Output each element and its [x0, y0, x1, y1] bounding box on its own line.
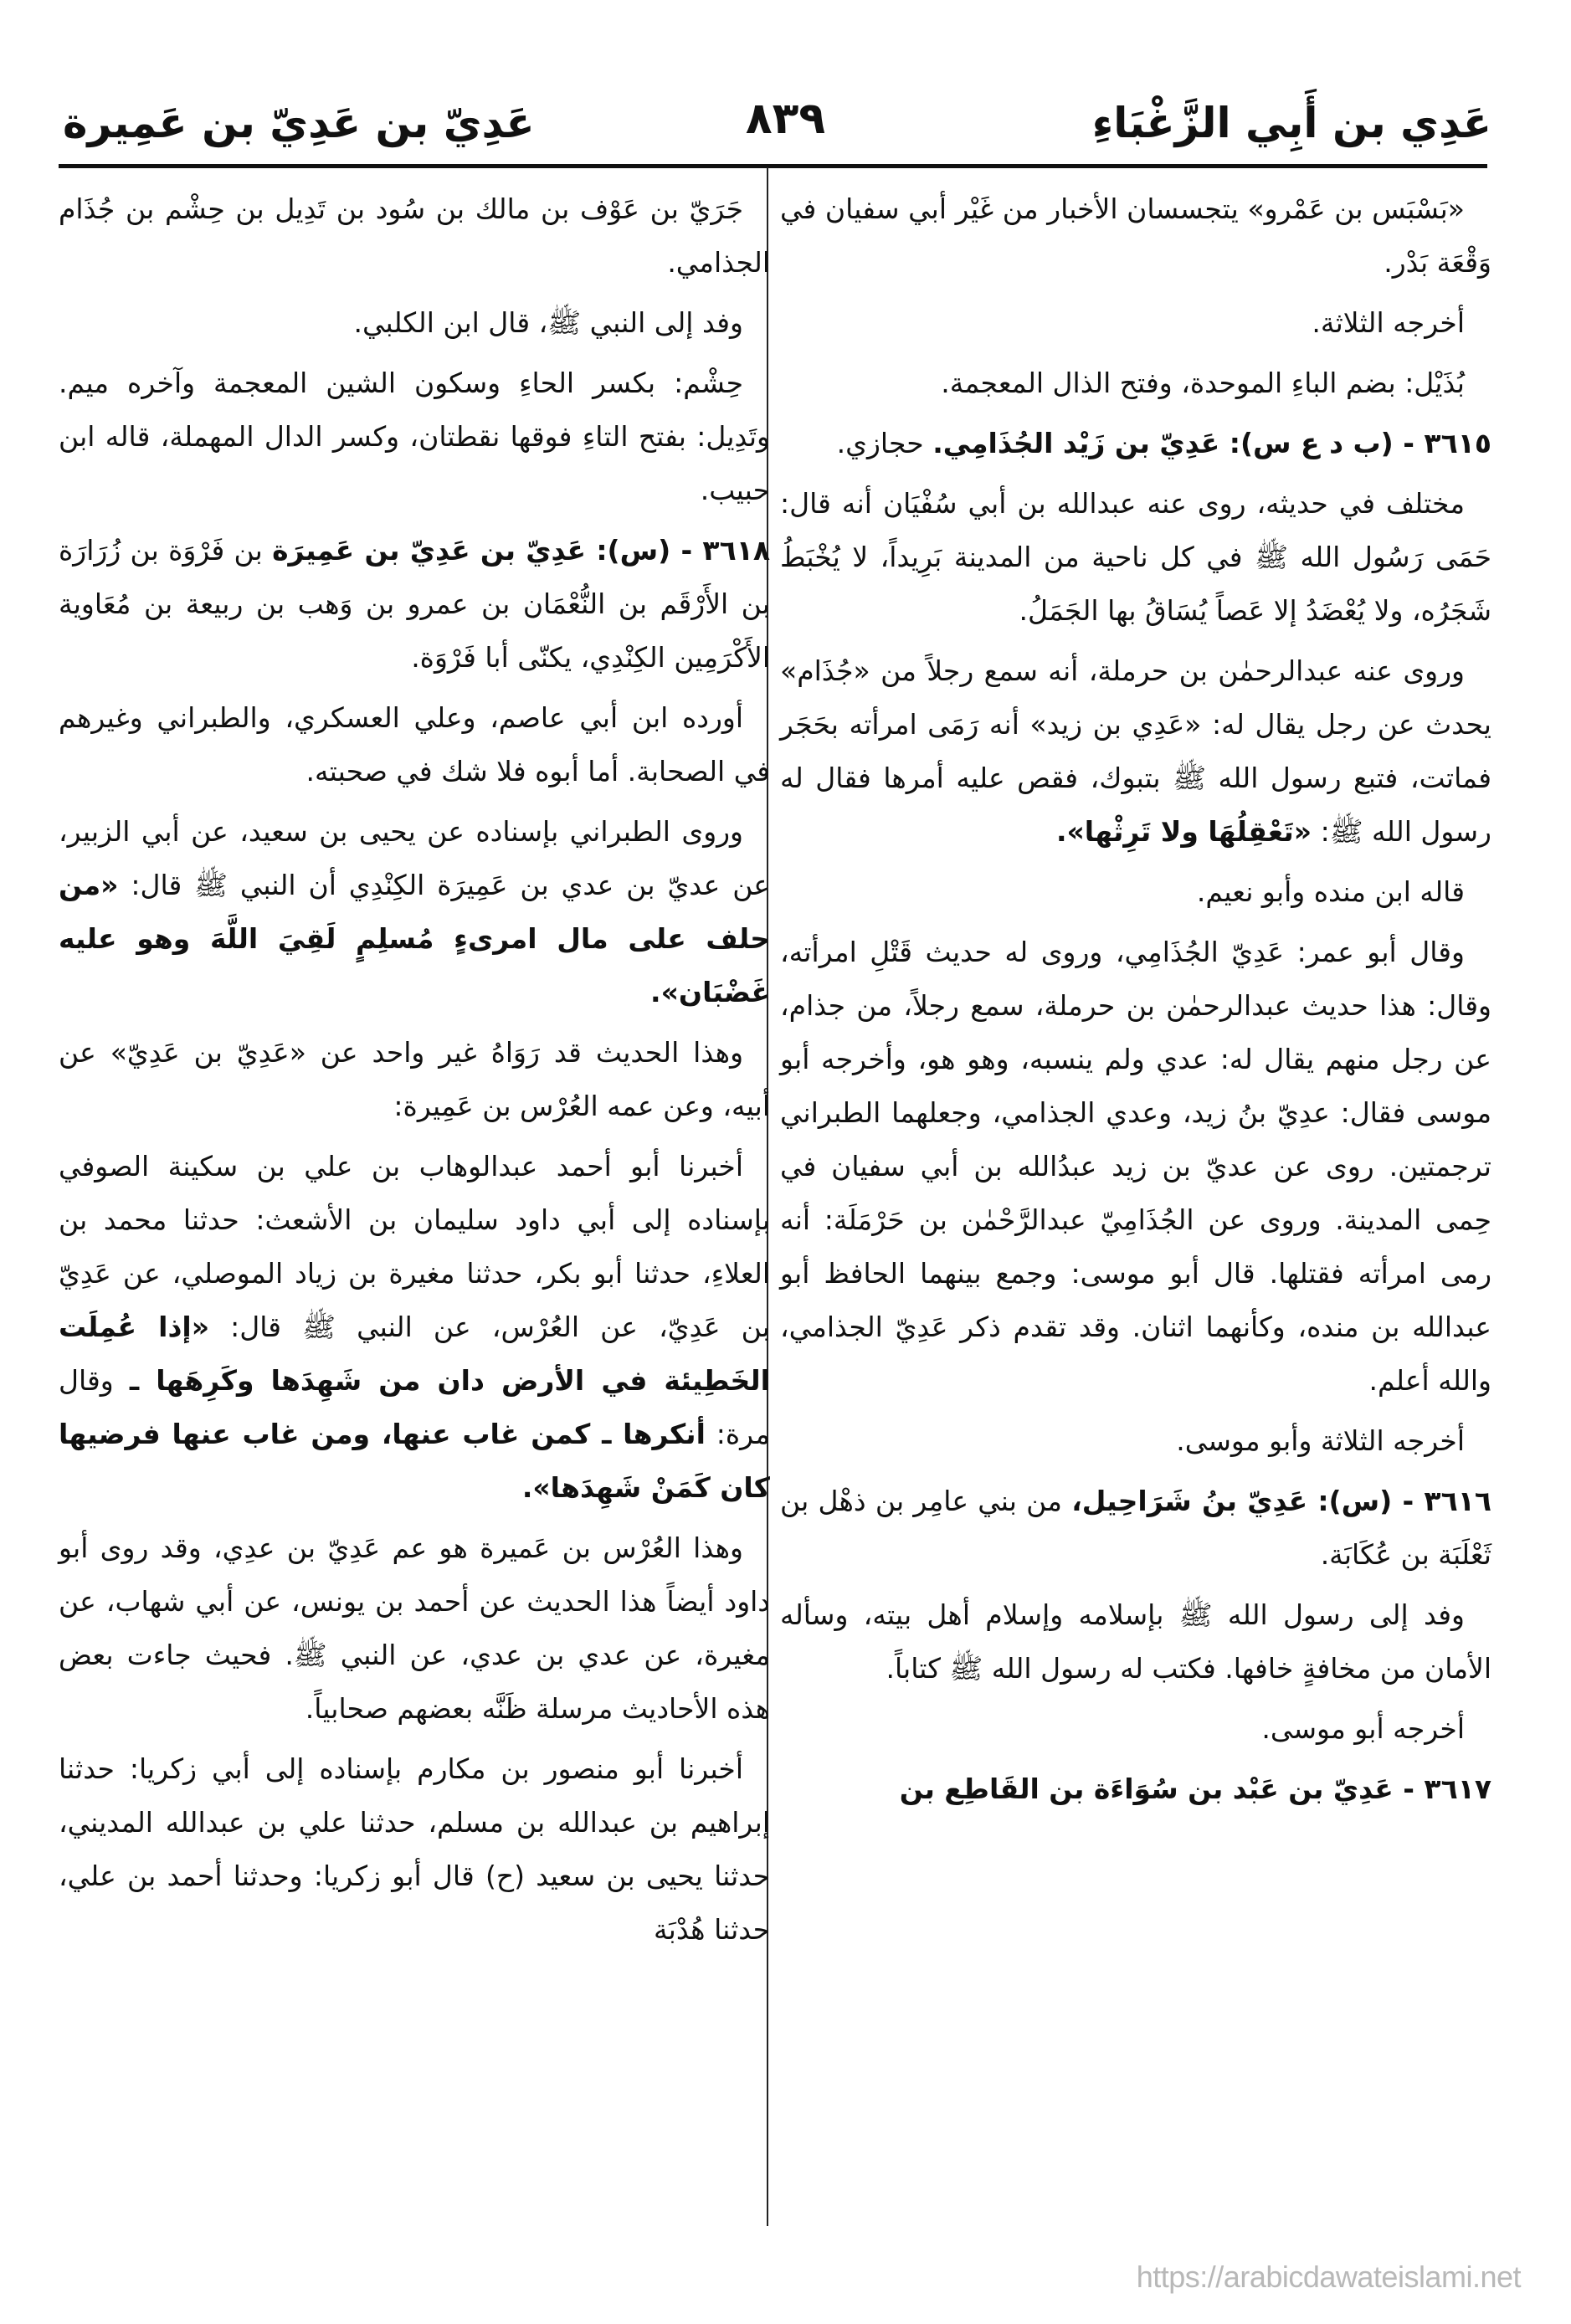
paragraph: [780, 865, 1491, 919]
paragraph: [59, 691, 770, 798]
entry-heading-paragraph: [780, 1475, 1491, 1582]
body-text: «بَسْبَس بن عَمْرو» يتجسسان الأخبار من غَيْر أبي سفيان في وَقْعَة بَدْر.: [780, 192, 1491, 279]
body-text: بُذَيْل: بضم الباءِ الموحدة، وفتح الذال المعجمة.: [941, 367, 1465, 399]
body-text: وفد إلى رسول الله ﷺ بإسلامه وإسلام أهل بيته، وسأله الأمان من مخافةٍ خافها. فكتب له رسول الله ﷺ كتاباً.: [780, 1598, 1491, 1685]
paragraph: [780, 1702, 1491, 1756]
bold-text: ٣٦١٨ - (س): عَدِيّ بن عَدِيّ بن عَمِيرَة: [272, 534, 770, 567]
bold-text: ٣٦١٥ - (ب د ع س): عَدِيّ بن زَيْد الجُذَامِي.: [932, 427, 1491, 459]
bold-text: «تَعْقِلُهَا ولا تَرِثْها».: [1055, 815, 1312, 848]
body-text: وهذا الحديث قد رَوَاهُ غير واحد عن «عَدِيّ بن عَدِيّ» عن أبيه، وعن عمه العُرْس بن عَمِيرة:: [59, 1036, 770, 1122]
paragraph: [59, 805, 770, 1019]
paragraph: [780, 182, 1491, 290]
header-rule: [59, 164, 1487, 168]
body-text: أخبرنا أبو أحمد عبدالوهاب بن علي بن سكينة الصوفي بإسناده إلى أبي داود سليمان بن الأشعث: حدثنا محمد بن العلاءِ، حدثنا أبو بكر، حدثنا مغيرة بن زياد الموصلي، عن عَدِيّ بن عَدِيّ، عن العُرْس، عن النبي ﷺ قال:: [59, 1150, 770, 1343]
body-text: وفد إلى النبي ﷺ، قال ابن الكلبي.: [353, 306, 743, 339]
body-text: وقال مرة:: [59, 1364, 770, 1450]
paragraph: [59, 182, 770, 290]
bold-text: «إذا عُمِلَت الخَطِيئة في الأرض دان من شَهِدَها وكَرِهَها ـ: [59, 1311, 770, 1397]
entry-heading-paragraph: [780, 1762, 1491, 1816]
bold-text: أنكرها ـ كمن غاب عنها، ومن غاب عنها فرضيها كان كَمَنْ شَهِدَها».: [59, 1418, 770, 1504]
body-text: أخرجه الثلاثة.: [1312, 306, 1465, 339]
body-text: حجازي.: [836, 427, 933, 459]
left-column: [59, 182, 770, 1963]
body-text: وقال أبو عمر: عَدِيّ الجُذَامِي، وروى له حديث قَتْلِ امرأته، وقال: هذا حديث عبدالرحمٰن بن حرملة، سمع رجلاً، من جذام، عن رجل منهم يقال له: عدي ولم ينسبه، وهو هو، وأخرجه أبو موسى فقال: عدِيّ بنُ زيد، وعدي الجذامي، وجعلهما الطبراني ترجمتين. روى عن عديّ بن زيد عبدُالله بن أبي سفيان في حِمى المدينة. وروى عن الجُذَامِيّ عبدالرَّحْمٰن بن حَرْمَلَة: أنه رمى امرأته فقتلها. قال أبو موسى: وجمع بينهما الحافظ أبو عبدالله بن منده، وكأنهما اثنان. وقد تقدم ذكر عَدِيّ الجذامي، والله أعلم.: [780, 936, 1491, 1397]
paragraph: [780, 926, 1491, 1408]
body-text: حِشْم: بكسر الحاءِ وسكون الشين المعجمة وآخره ميم. وتَدِيل: بفتح التاءِ فوقها نقطتان، وكسر الدال المهملة، قاله ابن حبيب.: [59, 367, 770, 506]
paragraph: [59, 1026, 770, 1133]
bold-text: ٣٦١٦ - (س): عَدِيّ بنُ شَرَاحِيل،: [1071, 1485, 1491, 1517]
paragraph: [780, 296, 1491, 350]
paragraph: [780, 1414, 1491, 1468]
paragraph: [780, 644, 1491, 859]
body-text: أخرجه الثلاثة وأبو موسى.: [1176, 1424, 1465, 1457]
paragraph: [59, 296, 770, 350]
paragraph: [59, 357, 770, 517]
body-text: وهذا العُرْس بن عَميرة هو عم عَدِيّ بن عدِي، وقد روى أبو داود أيضاً هذا الحديث عن أحمد بن يونس، عن أبي شهاب، عن مغيرة، عن عدي بن عدي، عن النبي ﷺ. فحيث جاءت بعض هذه الأحاديث مرسلة ظَنَّه بعضهم صحابياً.: [59, 1531, 770, 1725]
paragraph: [780, 477, 1491, 638]
body-text: قاله ابن منده وأبو نعيم.: [1196, 875, 1465, 908]
bold-text: «من حلف على مال امرىءٍ مُسلِمٍ لَقِيَ اللَّهَ وهو عليه غَضْبَان».: [59, 869, 770, 1008]
paragraph: [59, 1521, 770, 1736]
entry-heading-paragraph: [780, 417, 1491, 470]
right-column: [780, 182, 1491, 1823]
body-text: أخرجه أبو موسى.: [1261, 1712, 1465, 1745]
page-number: ٨٣٩: [745, 94, 826, 144]
paragraph: [780, 1588, 1491, 1696]
body-text: وروى الطبراني بإسناده عن يحيى بن سعيد، عن أبي الزبير، عن عديّ بن عدي بن عَمِيرَة الكِنْدِي أن النبي ﷺ قال:: [59, 815, 770, 901]
paragraph: [780, 357, 1491, 410]
running-header-left: عَدِيّ بن عَدِيّ بن عَمِيرة: [63, 99, 535, 147]
body-text: من بني عامِر بن ذهْل بن ثَعْلَبَة بن عُكَابَة.: [780, 1485, 1491, 1571]
paragraph: [59, 1140, 770, 1515]
body-text: بن فَرْوَة بن زُرَارَة بن الأَرْقَم بن النُّعْمَان بن عمرو بن وَهب بن ربيعة بن مُعَاوية الأَكْرَمِين الكِنْدِي، يكنّى أبا فَرْوَة.: [59, 534, 770, 674]
entry-heading-paragraph: [59, 524, 770, 685]
body-text: وروى عنه عبدالرحمٰن بن حرملة، أنه سمع رجلاً من «جُذَام» يحدث عن رجل يقال له: «عَدِي بن زيد» أنه رَمَى امرأته بحَجَر فماتت، فتبع رسول الله ﷺ بتبوك، فقص عليه أمرها فقال له رسول الله ﷺ:: [780, 654, 1491, 848]
body-text: أخبرنا أبو منصور بن مكارم بإسناده إلى أبي زكريا: حدثنا إبراهيم بن عبدالله بن مسلم، حدثنا علي بن عبدالله المديني، حدثنا يحيى بن سعيد (ح) قال أبو زكريا: وحدثنا أحمد بن علي، حدثنا هُدْبَة: [59, 1752, 770, 1946]
body-text: مختلف في حديثه، روى عنه عبدالله بن أبي سُفْيَان أنه قال: حَمَى رَسُول الله ﷺ في كل ناحية من المدينة بَرِيداً، لا يُخْبَطُ شَجَرُه، ولا يُعْضَدُ إلا عَصاً يُسَاقُ بها الجَمَلُ.: [780, 487, 1491, 627]
body-text: جَرَيّ بن عَوْف بن مالك بن سُود بن تَدِيل بن حِشْم بن جُذَام الجذامي.: [59, 192, 770, 279]
bold-text: ٣٦١٧ - عَدِيّ بن عَبْد بن سُوَاءَة بن القَاطِع بن: [899, 1772, 1491, 1805]
watermark-url: https://arabicdawateislami.net: [1136, 2260, 1521, 2294]
running-header-right: عَدِي بن أَبِي الزَّغْبَاءِ: [1091, 99, 1491, 147]
paragraph: [59, 1742, 770, 1957]
body-text: أورده ابن أبي عاصم، وعلي العسكري، والطبراني وغيرهم في الصحابة. أما أبوه فلا شك في صحبته.: [59, 701, 770, 787]
